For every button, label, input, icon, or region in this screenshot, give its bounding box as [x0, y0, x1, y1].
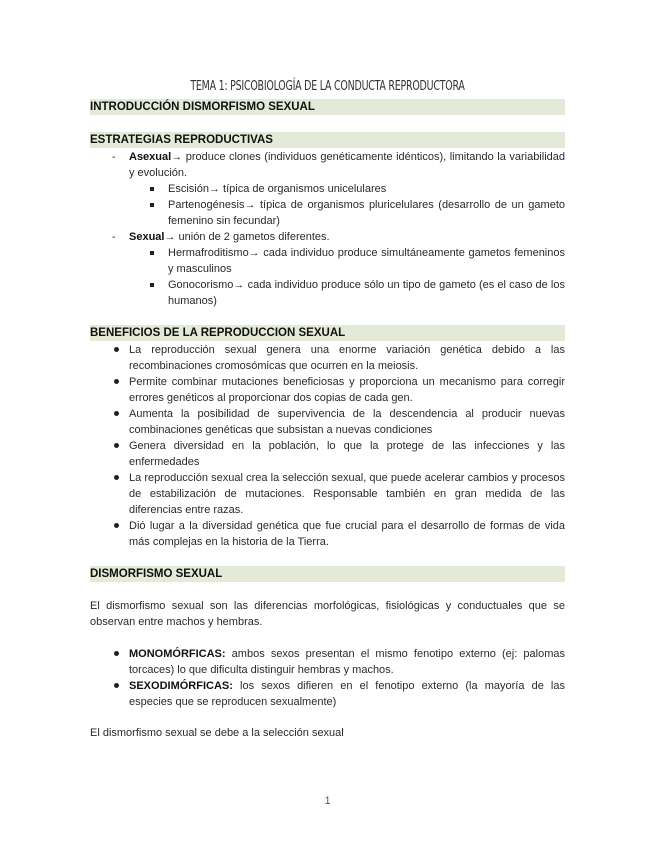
bullet-icon: [114, 379, 119, 384]
list-item-text: La reproducción sexual genera una enorme variación genética debido a las recombinaciones cromosómicas que ocurren en la meiosis.: [129, 344, 565, 372]
bullet-icon: [114, 411, 119, 416]
subitem-text: Escisión→ típica de organismos unicelulares: [168, 183, 387, 195]
subitem-text: Gonocorismo→ cada individuo produce sólo un tipo de gameto (es el caso de los humanos): [168, 279, 565, 307]
bullet-icon: [114, 443, 119, 448]
page-title: TEMA 1: PSICOBIOLOGÍA DE LA CONDUCTA REPRODUCTORA: [190, 78, 465, 94]
bullet-icon: [114, 651, 119, 656]
heading-dismorfismo: DISMORFISMO SEXUAL: [90, 566, 565, 582]
mono-text: ambos sexos presentan el mismo fenotipo externo (ej: palomas torcaces) lo que dificulta distinguir hembras y machos.: [129, 648, 565, 676]
list-item: [90, 374, 565, 406]
dismorfismo-closing: El dismorfismo sexual se debe a la selección sexual: [90, 727, 344, 739]
dismorfismo-intro: El dismorfismo sexual son las diferencias morfológicas, fisiológicas y conductuales que se observan entre machos y hembras.: [90, 600, 565, 628]
bullet-icon: [114, 475, 119, 480]
subitem-text: Partenogénesis→ típica de organismos pluricelulares (desarrollo de un gameto femenino sin fecundar): [168, 199, 565, 227]
page-number: 1: [324, 795, 331, 807]
list-item-asexual: [90, 149, 565, 181]
list-item-text: Aumenta la posibilidad de supervivencia de la descendencia al producir nuevas combinaciones genéticas que subsistan a nuevas condiciones: [129, 408, 565, 436]
list-item-monomorficas: [90, 646, 565, 678]
list-item-text: Dió lugar a la diversidad genética que fue crucial para el desarrollo de formas de vida más complejas en la historia de la Tierra.: [129, 520, 565, 548]
list-item: [90, 518, 565, 550]
asexual-text: → produce clones (individuos genéticamente idénticos), limitando la variabilidad y evolución.: [129, 151, 565, 179]
dash-marker: -: [112, 151, 116, 163]
mono-term: MONOMÓRFICAS:: [129, 648, 226, 660]
bullet-icon: [114, 683, 119, 688]
bullet-icon: [114, 523, 119, 528]
beneficios-list: [90, 342, 565, 550]
list-item-text: Permite combinar mutaciones beneficiosas y proporciona un mecanismo para corregir errores genéticos al proporcionar dos copias de cada gen.: [129, 376, 565, 404]
dash-marker: -: [112, 231, 116, 243]
list-item: [90, 470, 565, 518]
list-item-text: La reproducción sexual crea la selección sexual, que puede acelerar cambios y procesos de estabilización de mutaciones. Responsable también en gran medida de las diferencias entre razas.: [129, 472, 565, 516]
square-bullet-icon: [150, 203, 154, 207]
list-item-hermafroditismo: [90, 245, 565, 277]
estrategias-list: [90, 149, 565, 309]
sexual-text: → unión de 2 gametos diferentes.: [164, 231, 330, 243]
sexual-term: Sexual: [129, 231, 165, 243]
square-bullet-icon: [150, 251, 154, 255]
subitem-text: Hermafroditismo→ cada individuo produce simultáneamente gametos femeninos y masculinos: [168, 247, 565, 275]
dismorfismo-list: [90, 646, 565, 710]
square-bullet-icon: [150, 283, 154, 287]
list-item-text: Genera diversidad en la población, lo que la protege de las infecciones y las enfermedades: [129, 440, 565, 468]
heading-estrategias: ESTRATEGIAS REPRODUCTIVAS: [90, 132, 565, 148]
sexo-text: los sexos difieren en el fenotipo externo (la mayoría de las especies que se reproducen sexualmente): [129, 680, 565, 708]
square-bullet-icon: [150, 187, 154, 191]
asexual-term: Asexual: [129, 151, 172, 163]
list-item-partenogenesis: [90, 197, 565, 229]
bullet-icon: [114, 347, 119, 352]
list-item-gonocorismo: [90, 277, 565, 309]
list-item-sexual: [90, 229, 565, 245]
heading-beneficios: BENEFICIOS DE LA REPRODUCCION SEXUAL: [90, 325, 565, 341]
list-item-escision: [90, 181, 565, 197]
list-item: [90, 406, 565, 438]
sexo-term: SEXODIMÓRFICAS:: [129, 680, 233, 692]
list-item: [90, 342, 565, 374]
list-item: [90, 438, 565, 470]
heading-intro: INTRODUCCIÓN DISMORFISMO SEXUAL: [90, 99, 565, 115]
list-item-sexodimorficas: [90, 678, 565, 710]
